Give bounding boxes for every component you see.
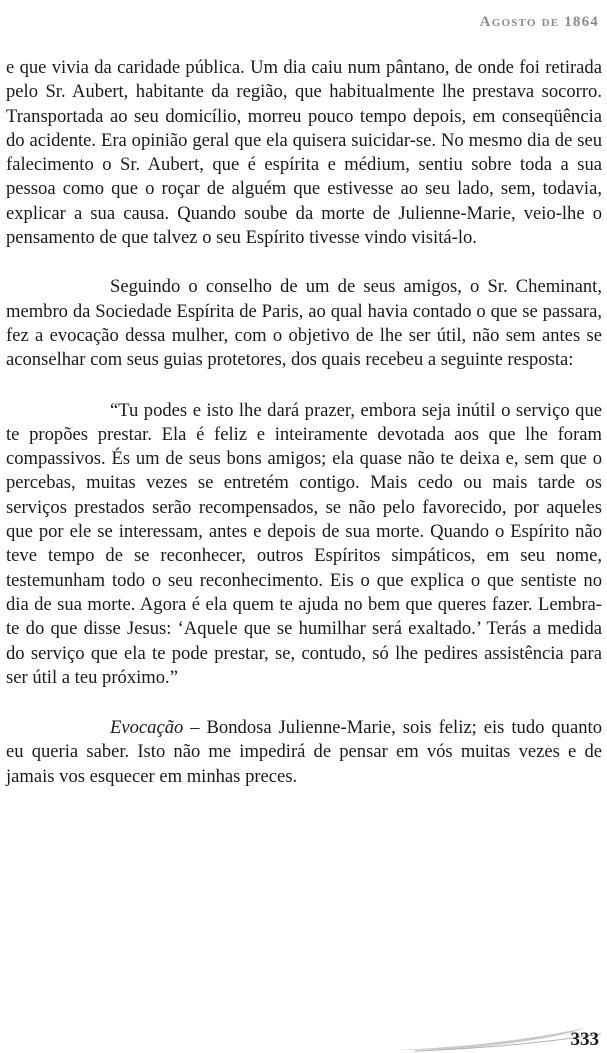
paragraph-2: Seguindo o conselho de um de seus amigos, o Sr. Cheminant, membro da Sociedade Espírita de Paris, ao qual havia contado o que se passara, fez a evocação dessa mulher, com o objetivo de lhe ser útil, não sem antes se aconselhar com seus guias protetores, dos quais recebeu a seguinte resposta: (6, 276, 602, 371)
running-header: Agosto de 1864 (479, 14, 599, 30)
page-number: 333 (570, 1029, 599, 1050)
paragraph-1: e que vivia da caridade pública. Um dia caiu num pântano, de onde foi retirada pelo Sr. Aubert, habitante da região, que habitualmente lhe prestava socorro. Transportada ao seu domicílio, morreu pouco tempo depois, em conseqüência do acidente. Era opinião geral que ela quisera suicidar-se. No mesmo dia de seu falecimento o Sr. Aubert, que é espírita e médium, sentiu sobre toda a sua pessoa como que o roçar de alguém que estivesse ao seu lado, sem, todavia, explicar a sua causa. Quando soube da morte de Julienne-Marie, veio-lhe o pensamento de que talvez o seu Espírito tivesse vindo visitá-lo. (6, 57, 602, 249)
paragraph-4 (6, 716, 602, 789)
paragraph-3-quote: “Tu podes e isto lhe dará prazer, embora seja inútil o serviço que te propões prestar. Ela é feliz e inteiramente devotada aos que lhe foram compassivos. És um de seus bons amigos; ela quase não te deixa e, sem que o percebas, muitas vezes se entretém contigo. Mais cedo ou mais tarde os serviços prestados serão recompensados, se não pelo favorecido, por aqueles que por ele se interessam, antes e depois de sua morte. Quando o Espírito não teve tempo de se reconhecer, outros Espíritos simpáticos, em seu nome, testemunham todo o seu reconhecimento. Eis o que explica o que sentiste no dia de sua morte. Agora é ela quem te ajuda no bem que queres fazer. Lembra-te do que disse Jesus: ‘Aquele que se humilhar será exaltado.’ Terás a medida do serviço que ela te pode prestar, se, contudo, só lhe pedires assistência para ser útil a teu próximo.” (6, 399, 602, 688)
page-text (6, 56, 602, 815)
evocation-text: – Bondosa Julienne-Marie, sois feliz; eis tudo quanto eu queria saber. Isto não me impedirá de pensar em vós muitas vezes e de jamais vos esquecer em minhas preces. (6, 717, 602, 787)
evocation-label: Evocação (110, 717, 184, 739)
